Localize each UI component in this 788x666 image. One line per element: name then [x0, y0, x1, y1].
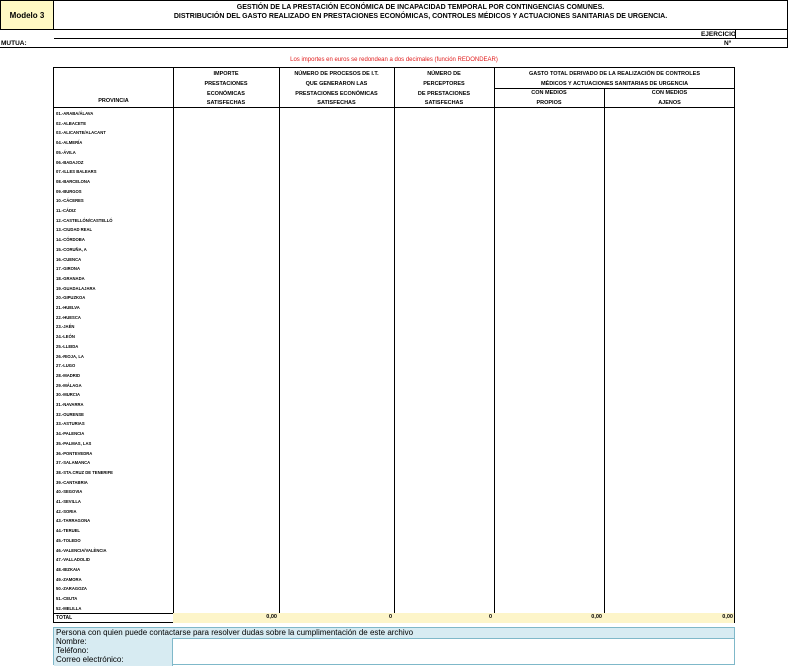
total-procesos: 0 — [388, 614, 392, 620]
col-divider — [394, 68, 395, 622]
title-box — [54, 0, 788, 30]
province-row-label: 02.-ALBACETE — [56, 120, 87, 126]
contact-name-label: Nombre: — [56, 637, 87, 646]
header-perceptores: NÚMERO DE PERCEPTORES DE PRESTACIONES SATISFECHAS — [417, 71, 471, 107]
contact-phone-label: Teléfono: — [56, 646, 89, 655]
province-row-label: 14.-CÓRDOBA — [56, 237, 85, 243]
province-row-label: 25.-LLEIDA — [56, 343, 79, 349]
title-line-2: DISTRIBUCIÓN DEL GASTO REALIZADO EN PRESTACIONES ECONÓMICAS, CONTROLES MÉDICOS Y ACTUACIONES SANITARIAS DE URGENCIA. — [173, 13, 668, 20]
province-row-label: 05.-ÁVILA — [56, 149, 76, 155]
province-row-label: 23.-JAÉN — [56, 324, 75, 330]
province-row-label: 20.-GIPUZKOA — [56, 295, 86, 301]
province-row-label: 51.-CEUTA — [56, 596, 78, 601]
province-row-label: 26.-RIOJA, LA — [56, 353, 84, 359]
province-row-label: 37.-SALAMANCA — [56, 460, 91, 466]
numero-label: Nº — [724, 40, 732, 47]
province-row-label: 15.-CORUÑA, A — [56, 246, 87, 252]
province-row-label: 42.-SORIA — [56, 508, 77, 514]
province-row-label: 52.-MELILLA — [56, 605, 82, 611]
province-row-label: 43.-TARRAGONA — [56, 518, 91, 524]
province-row-label: 41.-SEVILLA — [56, 499, 81, 504]
distribution-table — [53, 67, 735, 623]
model-label: Modelo 3 — [0, 0, 54, 30]
total-medios-ajenos: 0,00 — [722, 614, 733, 620]
total-medios-propios: 0,00 — [591, 614, 602, 620]
header-provincia: PROVINCIA — [98, 98, 129, 104]
province-row-label: 29.-MÁLAGA — [56, 382, 82, 388]
province-row-label: 17.-GIRONA — [56, 266, 80, 272]
province-row-label: 21.-HUELVA — [56, 305, 80, 310]
province-row-label: 46.-VALENCIA/VALÈNCIA — [56, 547, 107, 553]
province-row-label: 04.-ALMERÍA — [56, 140, 83, 146]
province-row-label: 06.-BADAJOZ — [56, 159, 84, 165]
mutua-row[interactable] — [0, 39, 788, 48]
province-row-label: 35.-PALMAS, LAS — [56, 440, 92, 446]
province-row-label: 10.-CÁCERES — [56, 198, 84, 204]
province-row-label: 08.-BARCELONA — [56, 178, 90, 184]
header-importe: IMPORTE PRESTACIONES ECONÓMICAS SATISFECHAS — [204, 71, 248, 107]
col-divider — [279, 68, 280, 622]
province-row-label: 33.-ASTURIAS — [56, 421, 85, 427]
contact-heading: Persona con quien puede contactarse para resolver dudas sobre la cumplimentación de este archivo — [56, 628, 414, 637]
header-medios-propios: CON MEDIOS PROPIOS — [531, 90, 567, 106]
province-row-label: 47.-VALLADOLID — [56, 557, 90, 563]
province-row-label: 16.-CUENCA — [56, 256, 82, 262]
province-row-label: 34.-PALENCIA — [56, 431, 85, 437]
col-divider — [173, 68, 174, 622]
province-row-label: 13.-CIUDAD REAL — [56, 227, 93, 233]
rounding-note: Los importes en euros se redondean a dos decimales (función REDONDEAR) — [290, 57, 498, 63]
total-importe: 0,00 — [266, 614, 277, 620]
province-row-label: 49.-ZAMORA — [56, 576, 82, 582]
province-row-label: 36.-PONTEVEDRA — [56, 450, 93, 456]
province-row-label: 27.-LUGO — [56, 363, 76, 369]
province-row-label: 24.-LEÓN — [56, 334, 75, 340]
province-row-label: 31.-NAVARRA — [56, 402, 84, 407]
province-row-label: 39.-CANTABRIA — [56, 479, 88, 485]
province-row-label: 30.-MURCIA — [56, 392, 80, 398]
header-gasto-group: GASTO TOTAL DERIVADO DE LA REALIZACIÓN DE CONTROLES MÉDICOS Y ACTUACIONES SANITARIAS DE URGENCIA — [528, 71, 700, 87]
province-row-label: 48.-BIZKAIA — [56, 566, 81, 572]
header-medios-ajenos: CON MEDIOS AJENOS — [651, 90, 688, 106]
province-row-label: 18.-GRANADA — [56, 275, 85, 281]
title-line-1: GESTIÓN DE LA PRESTACIÓN ECONÓMICA DE INCAPACIDAD TEMPORAL POR CONTINGENCIAS COMUNES. — [236, 4, 605, 11]
col-divider — [494, 68, 495, 622]
province-row-label: 50.-ZARAGOZA — [56, 586, 87, 592]
province-row-label: 44.-TERUEL — [56, 528, 80, 534]
col-divider — [604, 88, 605, 622]
province-row-label: 32.-OURENSE — [56, 411, 84, 417]
province-row-label: 19.-GUADALAJARA — [56, 285, 96, 291]
ejercicio-label: EJERCICIO — [700, 31, 736, 38]
mutua-label: MUTUA: — [1, 40, 27, 47]
province-row-label: 40.-SEGOVIA — [56, 489, 83, 495]
province-row-label: 07.-ILLES BALEARS — [56, 169, 97, 175]
province-row-label: 09.-BURGOS — [56, 188, 82, 194]
total-perceptores: 0 — [488, 614, 492, 620]
header-procesos: NÚMERO DE PROCESOS DE I.T. QUE GENERARON LAS PRESTACIONES ECONÓMICAS SATISFECHAS — [294, 71, 379, 107]
ejercicio-input[interactable] — [735, 30, 788, 39]
total-label: TOTAL — [56, 615, 73, 621]
province-row-label: 45.-TOLEDO — [56, 537, 81, 543]
contact-box — [53, 627, 735, 665]
province-row-label: 38.-STA.CRUZ DE TENERIFE — [56, 469, 113, 475]
province-row-label: 28.-MADRID — [56, 372, 80, 378]
province-row-label: 01.-ARABA/ÁLAVA — [56, 111, 94, 116]
province-row-label: 11.-CÁDIZ — [56, 208, 76, 213]
province-row-label: 12.-CASTELLÓN/CASTELLÓ — [56, 217, 113, 223]
province-row-label: 03.-ALICANTE/ALACANT — [56, 130, 106, 136]
province-row-label: 22.-HUESCA — [56, 314, 81, 320]
ejercicio-row — [54, 30, 788, 39]
contact-email-label: Correo electrónico: — [56, 655, 124, 664]
